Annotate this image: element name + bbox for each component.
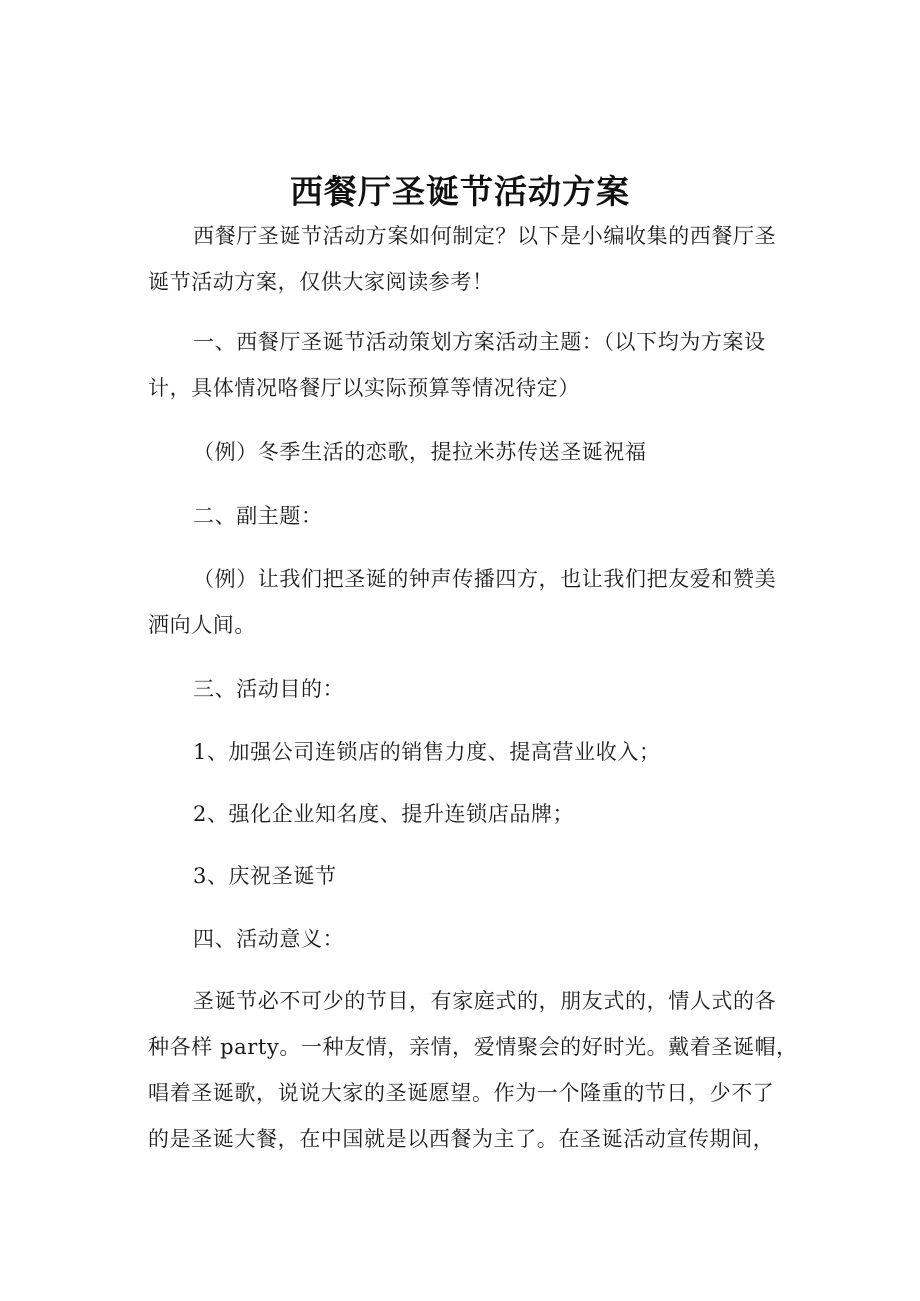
text-line: 洒向人间。	[148, 613, 256, 637]
paragraph-subtheme-example	[148, 556, 788, 648]
paragraph-theme-example	[148, 429, 788, 475]
text-line: 二、副主题：	[193, 504, 323, 528]
text-line: 3、庆祝圣诞节	[193, 864, 337, 888]
paragraph-subtheme-heading	[148, 493, 788, 539]
text-line: 三、活动目的：	[193, 677, 345, 701]
text-line: 诞节活动方案，仅供大家阅读参考！	[148, 270, 494, 294]
text-line: 一、西餐厅圣诞节活动策划方案活动主题：（以下均为方案设	[193, 330, 766, 354]
paragraph-purpose-item-1	[148, 729, 788, 775]
text-line: 圣诞节必不可少的节目，有家庭式的，朋友式的，情人式的各	[193, 989, 777, 1013]
paragraph-purpose-item-2	[148, 791, 788, 837]
text-line: 1、加强公司连锁店的销售力度、提高营业收入；	[193, 740, 661, 764]
paragraph-intro	[148, 213, 788, 305]
text-line: 的是圣诞大餐，在中国就是以西餐为主了。在圣诞活动宣传期间，	[148, 1127, 775, 1151]
text-line: 四、活动意义：	[193, 927, 345, 951]
text-line: 计，具体情况咯餐厅以实际预算等情况待定）	[148, 376, 580, 400]
paragraph-significance-heading	[148, 916, 788, 962]
text-line: （例）冬季生活的恋歌，提拉米苏传送圣诞祝福	[193, 440, 647, 464]
paragraph-theme	[148, 319, 788, 411]
document-title: 西餐厅圣诞节活动方案	[290, 172, 630, 212]
text-line: 2、强化企业知名度、提升连锁店品牌；	[193, 802, 575, 826]
paragraph-purpose-item-3	[148, 853, 788, 899]
paragraph-significance-body	[148, 978, 798, 1162]
text-line: 唱着圣诞歌，说说大家的圣诞愿望。作为一个隆重的节日，少不了	[148, 1081, 775, 1105]
text-line: （例）让我们把圣诞的钟声传播四方，也让我们把友爱和赞美	[193, 567, 777, 591]
text-line: 种各样 party。一种友情，亲情，爱情聚会的好时光。戴着圣诞帽，	[148, 1035, 798, 1059]
paragraph-purpose-heading	[148, 666, 788, 712]
text-line: 西餐厅圣诞节活动方案如何制定？以下是小编收集的西餐厅圣	[193, 224, 777, 248]
